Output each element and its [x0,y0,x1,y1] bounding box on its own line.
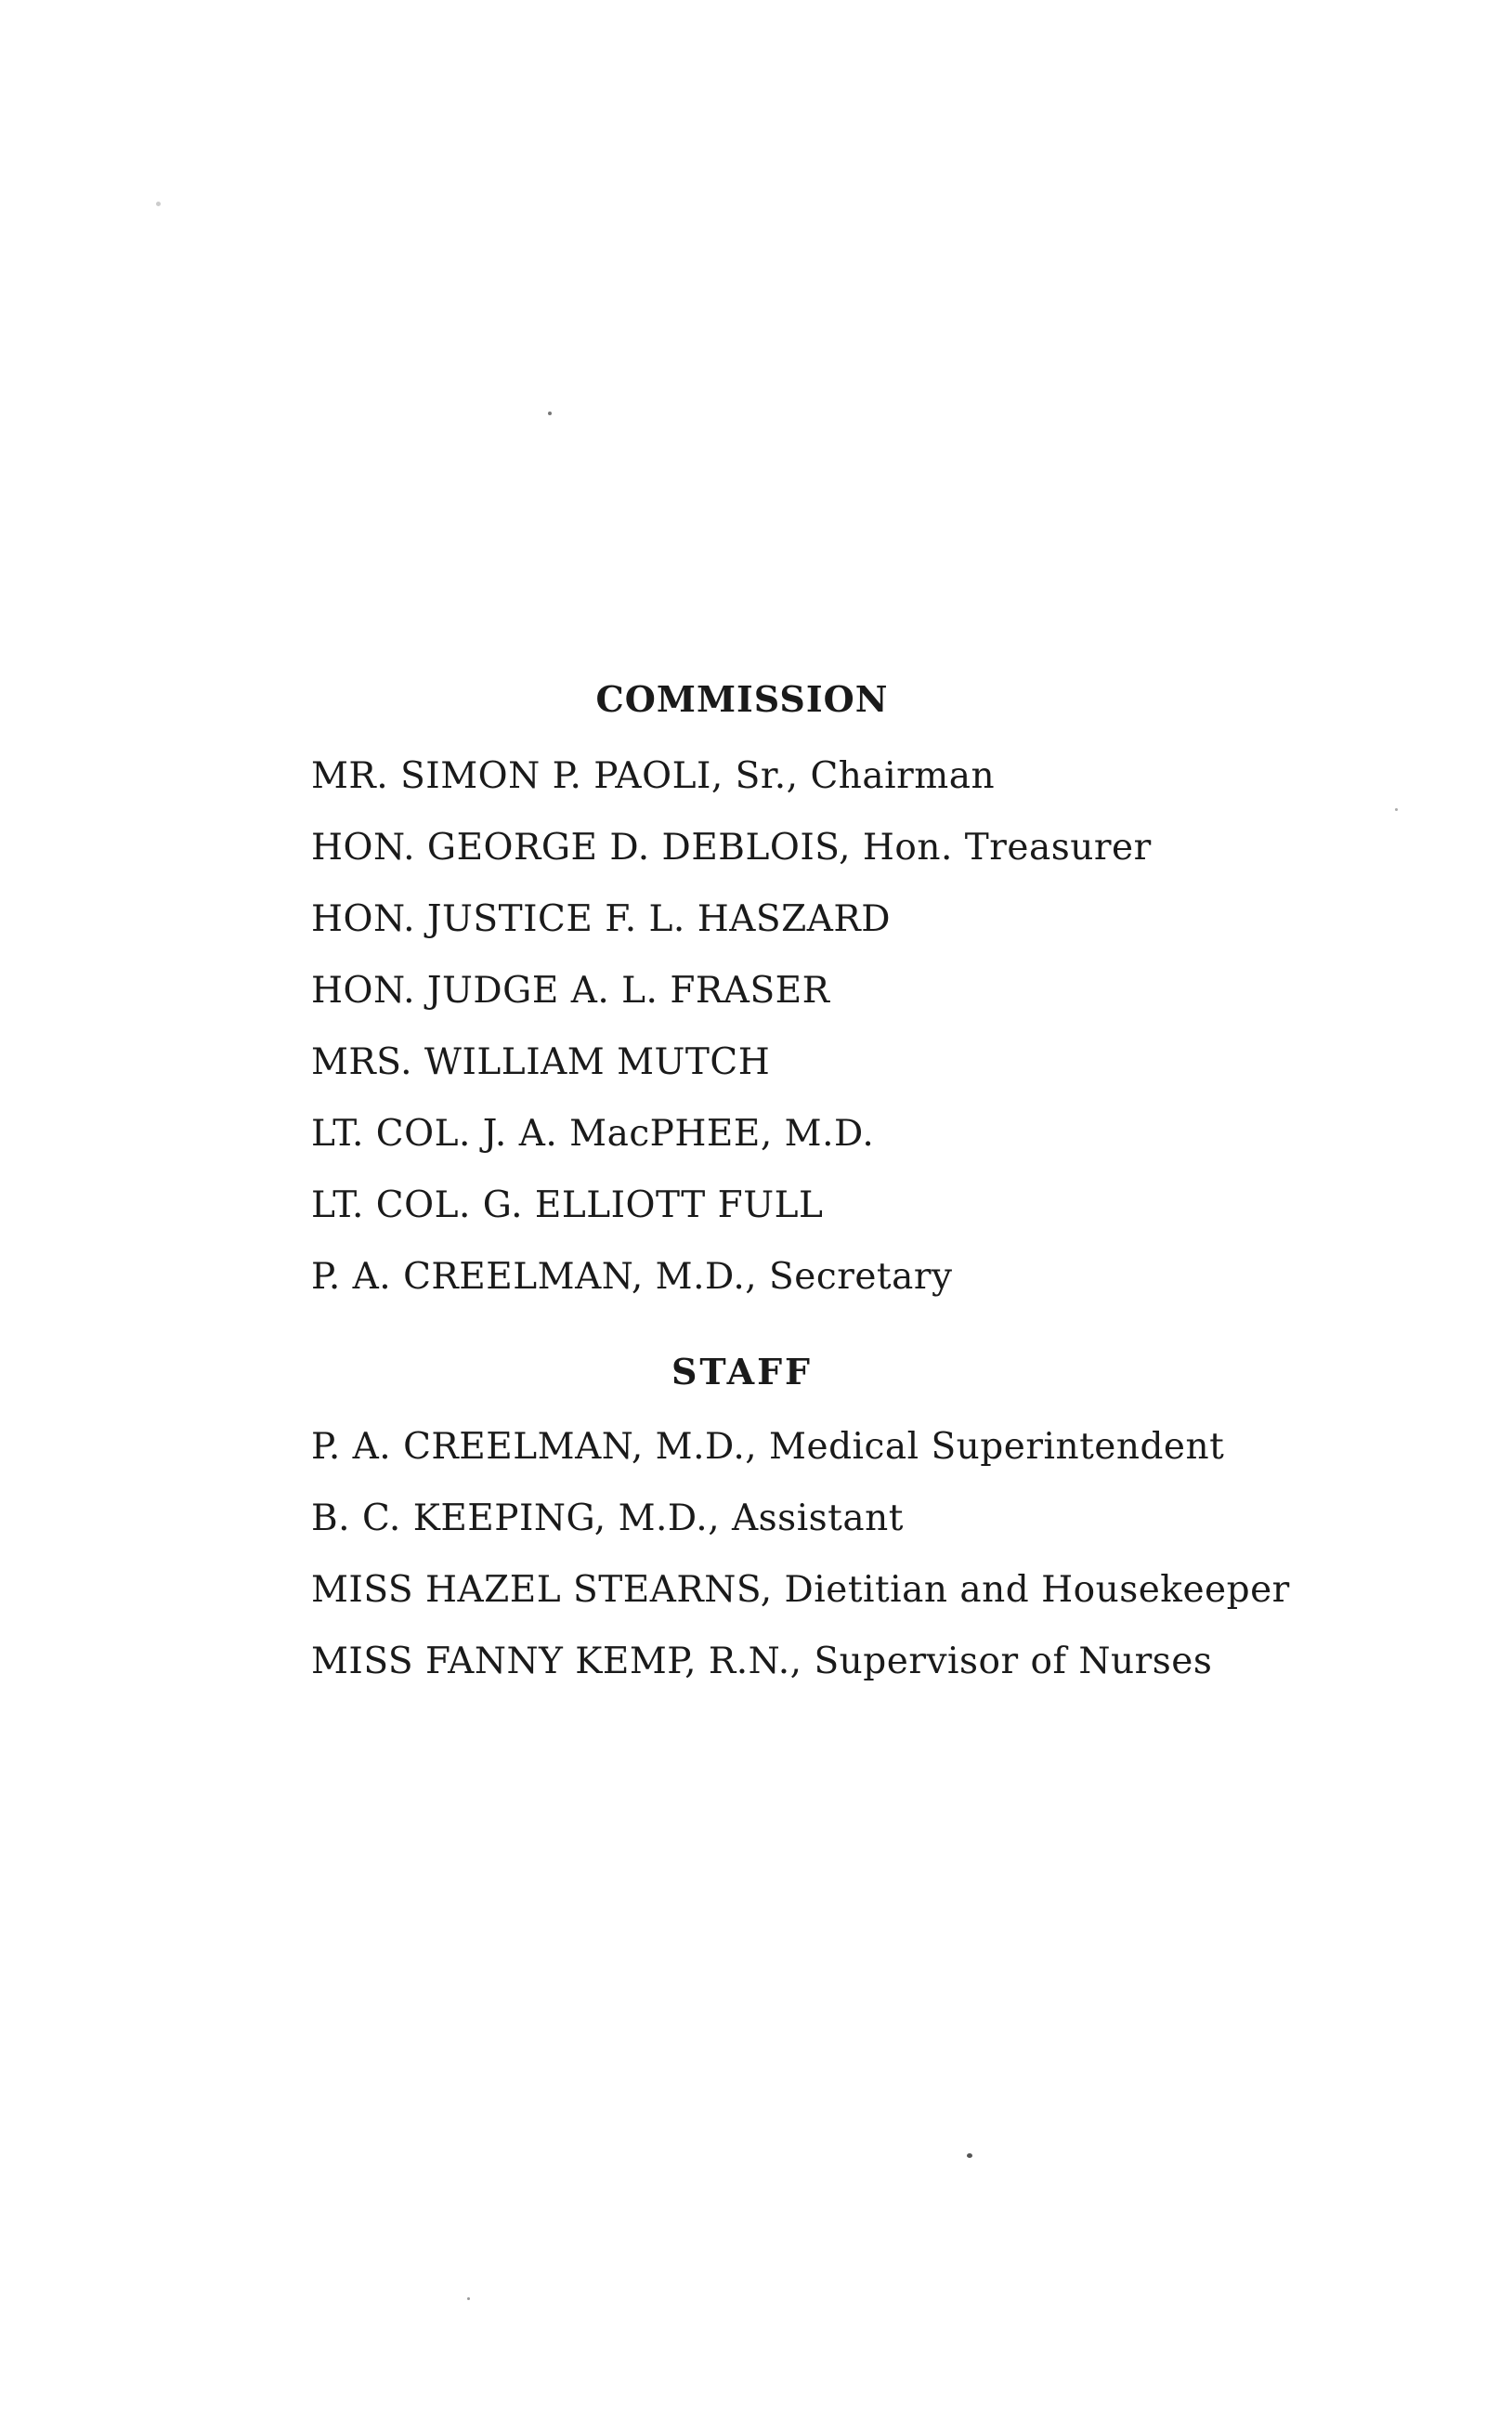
staff-heading: STAFF [671,1351,814,1393]
commission-member: HON. JUDGE A. L. FRASER [311,970,830,1012]
commission-member: HON. JUSTICE F. L. HASZARD [311,898,892,940]
print-speck [967,2153,972,2158]
commission-heading: COMMISSION [595,678,889,720]
print-speck [548,412,552,415]
staff-member: B. C. KEEPING, M.D., Assistant [311,1497,904,1539]
staff-list [311,1411,1290,1697]
commission-member: HON. GEORGE D. DEBLOIS, Hon. Treasurer [311,827,1152,869]
print-speck [156,202,161,206]
commission-member: LT. COL. G. ELLIOTT FULL [311,1184,824,1226]
staff-member: MISS HAZEL STEARNS, Dietitian and Housekeeper [311,1569,1290,1611]
staff-member: P. A. CREELMAN, M.D., Medical Superintendent [311,1426,1225,1468]
commission-member: P. A. CREELMAN, M.D., Secretary [311,1256,953,1298]
commission-member: LT. COL. J. A. MacPHEE, M.D. [311,1113,875,1155]
staff-member: MISS FANNY KEMP, R.N., Supervisor of Nurses [311,1641,1213,1682]
print-speck [467,2297,470,2300]
commission-member: MRS. WILLIAM MUTCH [311,1041,771,1083]
commission-member: MR. SIMON P. PAOLI, Sr., Chairman [311,755,996,797]
commission-list [311,740,1152,1313]
print-speck [1395,808,1398,811]
